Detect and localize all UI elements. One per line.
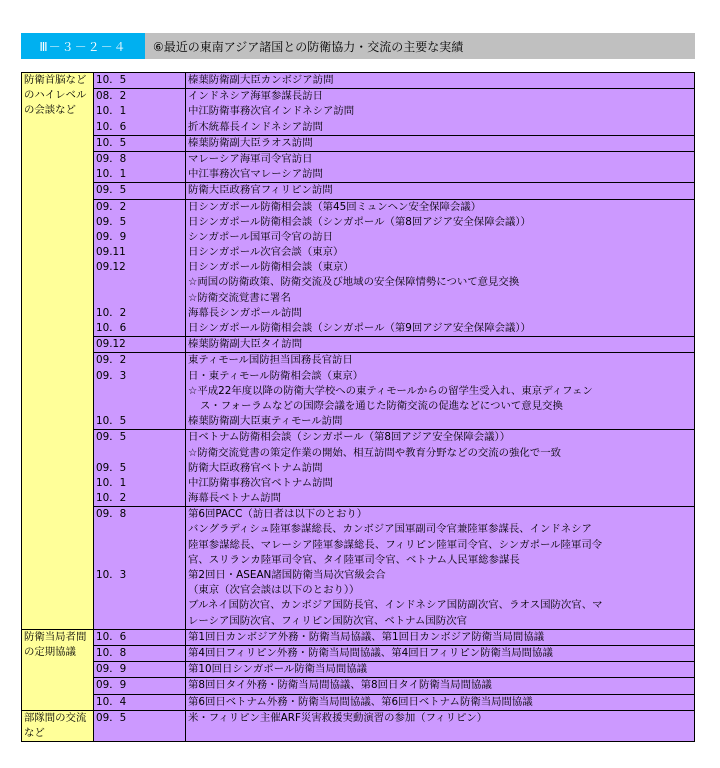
description-line: 官、スリランカ陸軍司令官、タイ陸軍司令官、ベトナム人民軍総参謀長 [188, 553, 520, 566]
date-line: 10．6 [96, 322, 127, 334]
description-line: バングラディシュ陸軍参謀総長、カンボジア国軍副司令官兼陸軍参謀長、インドネシア [188, 523, 592, 536]
description-line: ブルネイ国防次官、カンボジア国防長官、インドネシア国防副次官、ラオス国防次官、マ [188, 599, 603, 612]
date-line: 09．8 [96, 508, 127, 521]
description-cell [186, 151, 695, 182]
date-line [96, 384, 183, 399]
date-cell [94, 89, 186, 136]
date-line: 09．5 [96, 431, 127, 444]
description-cell [186, 710, 695, 741]
date-line [96, 553, 183, 568]
description-cell [186, 662, 695, 678]
date-line: 09.11 [96, 246, 126, 259]
description-line: 第2回日・ASEAN諸国防衛当局次官級会合 [188, 569, 386, 581]
table-row [22, 430, 695, 507]
date-line: 10．2 [96, 492, 127, 505]
table-row [22, 151, 695, 182]
table-row [22, 337, 695, 353]
date-line [96, 538, 183, 553]
date-cell [94, 710, 186, 741]
description-line: 榛葉防衛副大臣カンボジア訪問 [188, 74, 334, 86]
description-line: 折木統幕長インドネシア訪問 [188, 120, 323, 133]
date-cell [94, 353, 186, 430]
description-line: 第6回PACC（訪日者は以下のとおり） [188, 508, 368, 521]
description-cell [186, 73, 695, 89]
date-line [96, 598, 183, 613]
table-row [22, 73, 695, 89]
description-line: 日シンガポール次官会談（東京） [188, 246, 344, 259]
table-row [22, 629, 695, 645]
date-line: 10．1 [96, 476, 127, 489]
description-cell [186, 199, 695, 337]
description-line: 第1回日カンボジア外務・防衛当局協議、第1回日カンボジア防衛当局間協議 [188, 630, 545, 643]
description-cell [186, 183, 695, 199]
date-line: 09．9 [96, 230, 127, 243]
description-line: 日シンガポール防衛相会談（第45回ミュンヘン安全保障会議） [188, 200, 482, 213]
date-line: 10．5 [96, 74, 127, 86]
date-line: 10．2 [96, 306, 127, 319]
description-line: 中江防衛事務次官ベトナム訪問 [188, 476, 333, 489]
date-cell [94, 135, 186, 151]
date-line: 10．5 [96, 415, 127, 428]
date-line: 10．1 [96, 105, 127, 118]
date-line: 10．1 [96, 168, 127, 181]
date-line: 08．2 [96, 90, 127, 103]
date-cell [94, 151, 186, 182]
description-line: 第10回日シンガポール防衛当局間協議 [188, 663, 368, 676]
description-line: 防衛大臣政務官フィリピン訪問 [188, 184, 333, 197]
description-cell [186, 678, 695, 694]
date-line [96, 291, 183, 306]
date-cell [94, 199, 186, 337]
description-line: シンガポール国軍司令官の訪日 [188, 230, 333, 243]
category-cell: 部隊間の交流など [22, 710, 94, 741]
description-line: インドネシア海軍参謀長訪日 [188, 90, 323, 103]
description-line: （東京（次官会談は以下のとおり）） [188, 584, 360, 597]
date-line: 10．8 [96, 646, 127, 659]
description-line: 海幕長シンガポール訪問 [188, 306, 302, 319]
date-line [96, 275, 183, 290]
date-line: 09．2 [96, 354, 127, 367]
description-cell [186, 89, 695, 136]
description-cell [186, 135, 695, 151]
description-line: 防衛大臣政務官ベトナム訪問 [188, 461, 323, 474]
description-cell [186, 507, 695, 630]
description-cell [186, 337, 695, 353]
date-cell [94, 694, 186, 710]
description-line: レーシア国防次官、フィリピン国防次官、ベトナム国防次官 [188, 614, 467, 627]
table-title: ⑥最近の東南アジア諸国との防衛協力・交流の主要な実績 [145, 33, 695, 59]
description-cell [186, 645, 695, 661]
achievements-table [21, 72, 695, 742]
table-row [22, 662, 695, 678]
date-line: 10．5 [96, 136, 127, 149]
description-line: マレーシア海軍司令官訪日 [188, 152, 313, 165]
description-line: 第8回日タイ外務・防衛当局間協議、第8回日タイ防衛当局間協議 [188, 679, 492, 692]
table-row [22, 710, 695, 741]
date-line: 09．8 [96, 152, 127, 165]
date-cell [94, 73, 186, 89]
date-line [96, 583, 183, 598]
description-line: 榛葉防衛副大臣ラオス訪問 [188, 136, 313, 149]
date-line: 09．9 [96, 679, 127, 692]
date-line: 09．5 [96, 711, 127, 724]
table-row [22, 694, 695, 710]
description-line: ☆防衛交流覚書に署名 [188, 291, 291, 304]
table-row [22, 199, 695, 337]
description-line: 海幕長ベトナム訪問 [188, 492, 281, 505]
table-row [22, 135, 695, 151]
table-row [22, 678, 695, 694]
date-line: 10．4 [96, 695, 127, 708]
description-line: 第6回日ベトナム外務・防衛当局間協議、第6回日ベトナム防衛当局間協議 [188, 695, 533, 708]
description-cell [186, 353, 695, 430]
description-line: 日ベトナム防衛相会談（シンガポール（第8回アジア安全保障会議）） [188, 431, 511, 444]
description-line: 第4回日フィリピン外務・防衛当局間協議、第4回日フィリピン防衛当局間協議 [188, 646, 553, 659]
date-line [96, 399, 183, 414]
description-line: 日シンガポール防衛相会談（シンガポール（第9回アジア安全保障会議）） [188, 322, 531, 334]
date-line [96, 614, 183, 629]
table-header [21, 33, 695, 59]
date-cell [94, 183, 186, 199]
date-line: 09．9 [96, 663, 127, 676]
description-cell [186, 430, 695, 507]
description-line: ☆両国の防衛政策、防衛交流及び地域の安全保障情勢について意見交換 [188, 276, 520, 289]
description-line: 中江事務次官マレーシア訪問 [188, 168, 323, 181]
date-line: 09.12 [96, 261, 126, 274]
description-line: 榛葉防衛副大臣タイ訪問 [188, 338, 303, 351]
table-row [22, 645, 695, 661]
date-line [96, 522, 183, 537]
date-line: 09.12 [96, 338, 126, 351]
date-line [96, 446, 183, 461]
description-line: ☆防衛交流覚書の策定作業の開始、相互訪問や教育分野などの交流の強化で一致 [188, 446, 561, 459]
date-line: 10．6 [96, 120, 127, 133]
description-line: 日シンガポール防衛相会談（東京） [188, 261, 354, 274]
description-line: 日・東ティモール防衛相会談（東京） [188, 369, 364, 382]
date-line: 10．3 [96, 569, 127, 581]
date-cell [94, 629, 186, 645]
date-cell [94, 507, 186, 630]
table-row [22, 89, 695, 136]
description-line: 榛葉防衛副大臣東ティモール訪問 [188, 415, 343, 428]
description-cell [186, 629, 695, 645]
date-line: 09．5 [96, 215, 127, 228]
category-cell: 防衛首脳などのハイレベルの会談など [22, 73, 94, 630]
description-line: 米・フィリピン主催ARF災害救援実動演習の参加（フィリピン） [188, 711, 488, 724]
date-line: 09．5 [96, 461, 127, 474]
date-line: 09．2 [96, 200, 127, 213]
table-row [22, 507, 695, 630]
description-line: 中江防衛事務次官インドネシア訪問 [188, 105, 355, 118]
description-line: 陸軍参謀総長、マレーシア陸軍参謀総長、フィリピン陸軍司令官、シンガポール陸軍司令 [188, 538, 603, 551]
date-line: 10．6 [96, 630, 127, 643]
description-line: 東ティモール国防担当国務長官訪日 [188, 354, 353, 367]
description-line: ☆平成22年度以降の防衛大学校への東ティモールからの留学生受入れ、東京ディフェン [188, 384, 593, 397]
date-cell [94, 645, 186, 661]
table-row [22, 353, 695, 430]
date-cell [94, 662, 186, 678]
date-cell [94, 337, 186, 353]
date-line: 09．5 [96, 184, 127, 197]
table-id: Ⅲ－３－２－４ [21, 33, 145, 59]
description-cell [186, 694, 695, 710]
date-line: 09．3 [96, 369, 127, 382]
category-cell: 防衛当局者間の定期協議 [22, 629, 94, 710]
description-line: ス・フォーラムなどの国際会議を通じた防衛交流の促進などについて意見交換 [200, 399, 563, 412]
table-row [22, 183, 695, 199]
description-line: 日シンガポール防衛相会談（シンガポール（第8回アジア安全保障会議）） [188, 215, 531, 228]
date-cell [94, 678, 186, 694]
date-cell [94, 430, 186, 507]
